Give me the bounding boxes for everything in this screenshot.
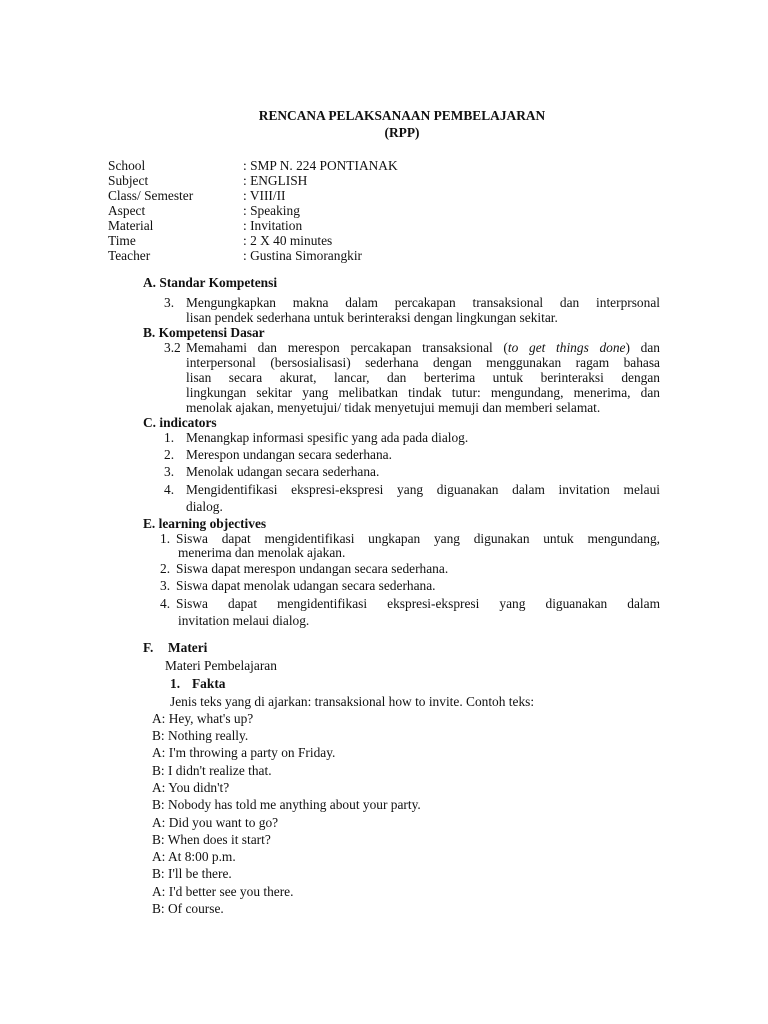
identity-label: Time	[108, 233, 136, 248]
list-number: 3.2	[164, 340, 181, 355]
point-title: Fakta	[192, 676, 226, 691]
dialog-line: B: Of course.	[152, 901, 224, 916]
section-heading-c: C. indicators	[143, 415, 217, 430]
dialog-line: A: I'm throwing a party on Friday.	[152, 745, 336, 760]
identity-value: : 2 X 40 minutes	[243, 233, 333, 248]
list-item-text: invitation melaui dialog.	[178, 613, 310, 628]
section-heading-e: E. learning objectives	[143, 516, 267, 531]
dialog-line: B: I didn't realize that.	[152, 763, 272, 778]
italic-text: to get things done	[507, 340, 626, 355]
intro-text: Jenis teks yang di ajarkan: transaksional how to invite. Contoh teks:	[170, 694, 535, 709]
list-number: 3.	[164, 295, 175, 310]
list-item-text: Siswa dapat mengidentifikasi ekspresi-ekspresi yang diguanakan dalam	[176, 596, 660, 611]
list-item-text: Siswa dapat mengidentifikasi ungkapan yang digunakan untuk mengundang,	[176, 531, 660, 546]
list-number: 3.	[164, 464, 175, 479]
list-item-text: dialog.	[186, 499, 223, 514]
dialog-line: A: At 8:00 p.m.	[152, 849, 236, 864]
point-number: 1.	[170, 676, 181, 691]
list-item-text: lisan secara akurat, lancar, dan berterima untuk berinteraksi dengan	[186, 370, 660, 385]
list-item-text: Siswa dapat merespon undangan secara sederhana.	[176, 561, 449, 576]
section-heading-a: A. Standar Kompetensi	[143, 275, 278, 290]
list-number: 4.	[164, 482, 175, 497]
list-item-text: Siswa dapat menolak udangan secara sederhana.	[176, 578, 436, 593]
text-run: Memahami dan merespon percakapan transaksional (	[186, 340, 508, 355]
subheading: Materi Pembelajaran	[165, 658, 277, 673]
list-number: 2.	[160, 561, 171, 576]
section-heading-b: B. Kompetensi Dasar	[143, 325, 265, 340]
identity-label: School	[108, 158, 146, 173]
dialog-line: B: I'll be there.	[152, 866, 232, 881]
identity-value: : ENGLISH	[243, 173, 308, 188]
identity-value: : SMP N. 224 PONTIANAK	[243, 158, 398, 173]
list-item-text: menolak ajakan, menyetujui/ tidak menyetujui memuji dan memberi selamat.	[186, 400, 601, 415]
dialog-line: A: Hey, what's up?	[152, 711, 254, 726]
identity-label: Material	[108, 218, 154, 233]
dialog-line: B: When does it start?	[152, 832, 271, 847]
list-number: 1.	[164, 430, 175, 445]
identity-label: Teacher	[108, 248, 151, 263]
document-subtitle: (RPP)	[384, 125, 420, 140]
identity-label: Aspect	[108, 203, 146, 218]
section-heading-f-number: F.	[143, 640, 154, 655]
list-item-text: Merespon undangan secara sederhana.	[186, 447, 392, 462]
identity-value: : VIII/II	[243, 188, 286, 203]
dialog-line: B: Nothing really.	[152, 728, 249, 743]
dialog-line: A: Did you want to go?	[152, 815, 279, 830]
section-heading-f: Materi	[168, 640, 208, 655]
list-item-text: Mengidentifikasi ekspresi-ekspresi yang diguanakan dalam invitation melaui	[186, 482, 660, 497]
dialog-line: A: You didn't?	[152, 780, 230, 795]
identity-value: : Gustina Simorangkir	[243, 248, 363, 263]
list-number: 4.	[160, 596, 171, 611]
list-item-text: lingkungan sekitar yang melibatkan tindak tutur: mengundang, menerima, dan	[186, 385, 660, 400]
list-number: 2.	[164, 447, 175, 462]
list-item-text: Menangkap informasi spesific yang ada pada dialog.	[186, 430, 469, 445]
identity-label: Subject	[108, 173, 149, 188]
text-run: ) dan	[625, 340, 660, 355]
list-item-text	[186, 340, 660, 356]
dialog-line: A: I'd better see you there.	[152, 884, 294, 899]
list-item-text: menerima dan menolak ajakan.	[178, 545, 346, 560]
identity-value: : Speaking	[243, 203, 300, 218]
dialog-line: B: Nobody has told me anything about your party.	[152, 797, 421, 812]
list-item-text: Mengungkapkan makna dalam percakapan transaksional dan interprsonal	[186, 295, 660, 310]
identity-label: Class/ Semester	[108, 188, 194, 203]
identity-value: : Invitation	[243, 218, 303, 233]
list-item-text: interpersonal (bersosialisasi) sederhana dengan menggunakan ragam bahasa	[186, 355, 660, 370]
list-number: 3.	[160, 578, 171, 593]
list-item-text: Menolak udangan secara sederhana.	[186, 464, 380, 479]
list-item-text: lisan pendek sederhana untuk berinteraksi dengan lingkungan sekitar.	[186, 310, 558, 325]
document-title: RENCANA PELAKSANAAN PEMBELAJARAN	[258, 108, 546, 123]
list-number: 1.	[160, 531, 171, 546]
